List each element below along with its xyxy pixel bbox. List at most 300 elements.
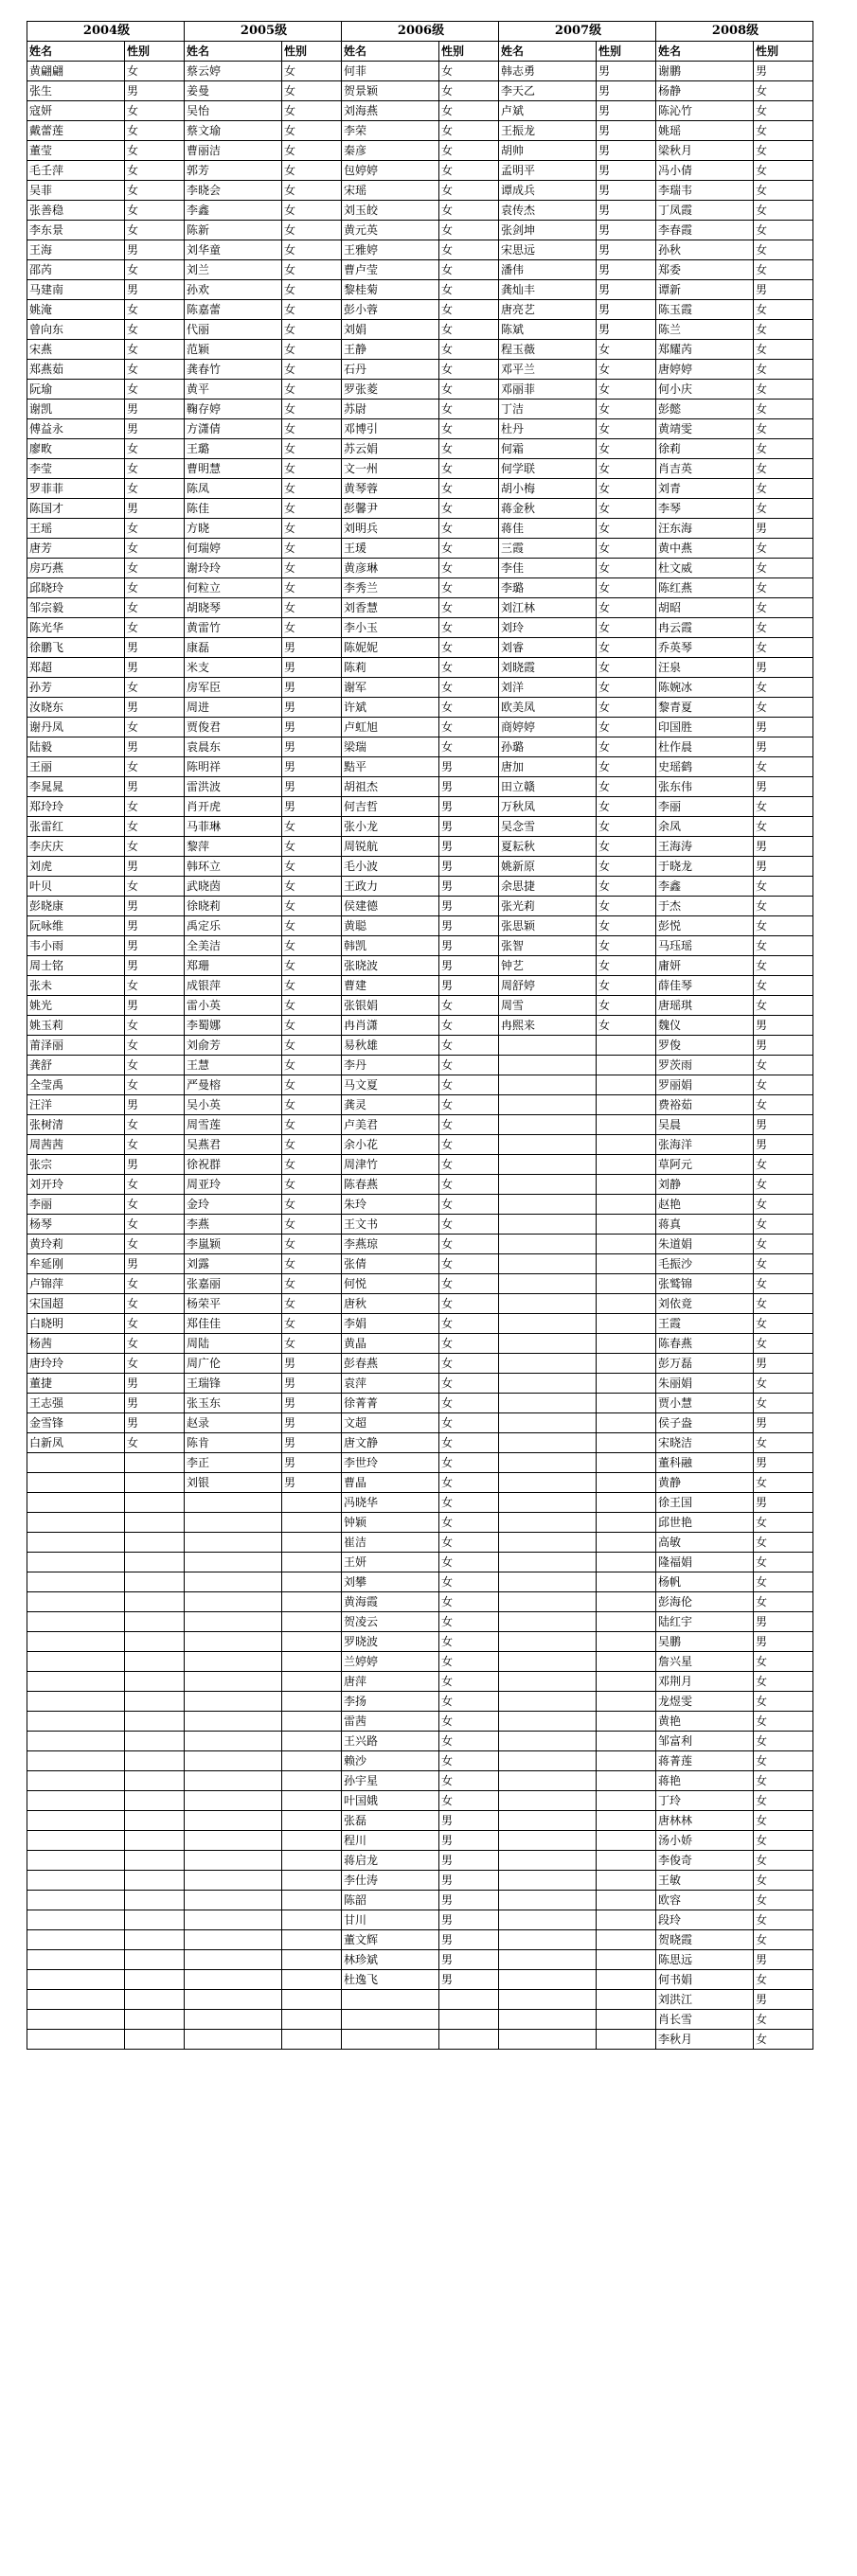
student-gender: 女 — [754, 897, 813, 916]
student-name: 侯子盎 — [656, 1413, 754, 1433]
student-gender: 女 — [282, 181, 342, 201]
student-name: 张善稳 — [27, 201, 125, 221]
table-row — [27, 936, 813, 956]
student-name: 刘江林 — [499, 598, 597, 618]
student-gender: 女 — [439, 1235, 499, 1254]
student-name: 王丽 — [27, 757, 125, 777]
student-name: 孙宇星 — [342, 1771, 439, 1791]
student-gender: 女 — [125, 1294, 185, 1314]
student-gender: 女 — [439, 1135, 499, 1155]
student-name — [499, 1572, 597, 1592]
student-name: 王璐 — [185, 439, 282, 459]
student-name: 曹卢莹 — [342, 260, 439, 280]
student-name: 丁洁 — [499, 400, 597, 419]
student-gender: 男 — [597, 181, 656, 201]
student-name: 何粒立 — [185, 578, 282, 598]
student-gender: 女 — [754, 340, 813, 360]
student-gender: 女 — [439, 718, 499, 737]
student-gender: 男 — [125, 1394, 185, 1413]
student-name: 曹晶 — [342, 1473, 439, 1493]
student-name: 郑珊 — [185, 956, 282, 976]
student-name — [27, 1950, 125, 1970]
student-gender: 男 — [439, 1910, 499, 1930]
student-name — [185, 1950, 282, 1970]
student-name: 范颖 — [185, 340, 282, 360]
student-name: 禹定乐 — [185, 916, 282, 936]
student-name: 张小龙 — [342, 817, 439, 837]
table-row — [27, 1095, 813, 1115]
student-gender: 女 — [754, 181, 813, 201]
student-gender — [282, 1791, 342, 1811]
student-name — [499, 1473, 597, 1493]
student-name: 董莹 — [27, 141, 125, 161]
student-gender: 女 — [439, 1095, 499, 1115]
student-name: 钟颖 — [342, 1513, 439, 1533]
student-name: 唐林林 — [656, 1811, 754, 1831]
student-name: 胡昭 — [656, 598, 754, 618]
student-name — [499, 1871, 597, 1891]
student-name: 詹兴星 — [656, 1652, 754, 1672]
table-row — [27, 1056, 813, 1075]
student-name: 彭春燕 — [342, 1354, 439, 1374]
student-name: 郑燕茹 — [27, 360, 125, 380]
student-name — [185, 1791, 282, 1811]
student-gender: 女 — [754, 459, 813, 479]
student-name — [27, 1553, 125, 1572]
student-name — [27, 1910, 125, 1930]
student-name — [499, 1513, 597, 1533]
name-header: 姓名 — [499, 42, 597, 62]
student-name: 雷洪波 — [185, 777, 282, 797]
student-name — [499, 1791, 597, 1811]
student-name: 黄艳 — [656, 1712, 754, 1732]
student-gender: 男 — [439, 1930, 499, 1950]
student-gender: 女 — [125, 181, 185, 201]
student-gender — [597, 1294, 656, 1314]
table-row — [27, 757, 813, 777]
student-gender: 男 — [439, 857, 499, 877]
student-gender: 女 — [439, 439, 499, 459]
student-gender: 男 — [754, 1453, 813, 1473]
student-name — [499, 1533, 597, 1553]
student-name: 崔洁 — [342, 1533, 439, 1553]
table-row — [27, 1075, 813, 1095]
student-gender: 女 — [282, 320, 342, 340]
student-name: 苏尉 — [342, 400, 439, 419]
student-gender: 女 — [282, 1235, 342, 1254]
student-name: 陈思远 — [656, 1950, 754, 1970]
student-gender: 男 — [125, 777, 185, 797]
student-gender: 女 — [282, 976, 342, 996]
student-name: 李晁晁 — [27, 777, 125, 797]
student-gender: 女 — [439, 678, 499, 698]
table-row — [27, 678, 813, 698]
student-gender — [125, 1990, 185, 2010]
student-gender — [282, 1811, 342, 1831]
student-name: 何瑞婷 — [185, 539, 282, 559]
student-gender: 女 — [754, 1791, 813, 1811]
student-gender — [439, 1990, 499, 2010]
student-name: 苏云娟 — [342, 439, 439, 459]
student-name: 段玲 — [656, 1910, 754, 1930]
student-name: 朱道娟 — [656, 1235, 754, 1254]
student-gender — [125, 1811, 185, 1831]
student-gender: 女 — [282, 916, 342, 936]
student-name: 王瑶 — [27, 519, 125, 539]
student-gender — [597, 1612, 656, 1632]
student-gender: 女 — [282, 221, 342, 240]
student-gender: 男 — [754, 718, 813, 737]
student-name: 徐晓莉 — [185, 897, 282, 916]
student-name: 杨荣平 — [185, 1294, 282, 1314]
student-gender — [125, 1751, 185, 1771]
student-name: 陆红宇 — [656, 1612, 754, 1632]
student-gender: 女 — [439, 1254, 499, 1274]
student-name: 王志强 — [27, 1394, 125, 1413]
student-gender: 女 — [125, 757, 185, 777]
student-name: 马文夏 — [342, 1075, 439, 1095]
student-name — [499, 1235, 597, 1254]
student-gender: 男 — [754, 1354, 813, 1374]
student-gender — [597, 1394, 656, 1413]
student-gender: 女 — [754, 2030, 813, 2050]
student-name: 刘晓霞 — [499, 658, 597, 678]
student-gender: 女 — [597, 400, 656, 419]
student-name: 彭悦 — [656, 916, 754, 936]
student-gender: 女 — [282, 519, 342, 539]
student-gender — [282, 1652, 342, 1672]
student-gender — [597, 1632, 656, 1652]
student-name: 汪洋 — [27, 1095, 125, 1115]
student-name — [27, 1513, 125, 1533]
name-header: 姓名 — [27, 42, 125, 62]
student-gender: 女 — [282, 161, 342, 181]
student-gender: 女 — [282, 897, 342, 916]
table-row — [27, 638, 813, 658]
student-name: 姚瑶 — [656, 121, 754, 141]
student-name: 傅益永 — [27, 419, 125, 439]
student-gender — [597, 1592, 656, 1612]
student-gender: 女 — [125, 976, 185, 996]
student-name: 陈肯 — [185, 1433, 282, 1453]
student-name: 何吉哲 — [342, 797, 439, 817]
student-name: 欧美凤 — [499, 698, 597, 718]
student-gender: 女 — [125, 1274, 185, 1294]
student-name: 卢虹旭 — [342, 718, 439, 737]
student-name: 李娟 — [342, 1314, 439, 1334]
student-gender: 男 — [439, 1831, 499, 1851]
student-gender: 女 — [754, 1215, 813, 1235]
student-name: 李丹 — [342, 1056, 439, 1075]
student-name: 乔英琴 — [656, 638, 754, 658]
student-gender — [125, 1930, 185, 1950]
student-name: 黄晶 — [342, 1334, 439, 1354]
student-gender: 女 — [754, 1294, 813, 1314]
name-header: 姓名 — [656, 42, 754, 62]
student-gender — [597, 1354, 656, 1374]
student-name — [27, 1493, 125, 1513]
student-gender — [282, 1831, 342, 1851]
student-gender: 男 — [439, 1950, 499, 1970]
student-name: 龚灵 — [342, 1095, 439, 1115]
student-name: 吴晨 — [656, 1115, 754, 1135]
student-gender — [439, 2030, 499, 2050]
student-name — [27, 1692, 125, 1712]
student-gender: 女 — [282, 300, 342, 320]
student-gender: 女 — [439, 1394, 499, 1413]
student-name: 蒋菁莲 — [656, 1751, 754, 1771]
student-gender: 女 — [282, 1254, 342, 1274]
student-gender: 男 — [754, 1493, 813, 1513]
student-gender: 女 — [597, 678, 656, 698]
student-gender: 女 — [439, 1732, 499, 1751]
student-gender: 女 — [282, 62, 342, 81]
student-name — [185, 1990, 282, 2010]
student-name: 宋燕 — [27, 340, 125, 360]
student-name: 赵录 — [185, 1413, 282, 1433]
student-name — [27, 1811, 125, 1831]
student-gender: 女 — [754, 757, 813, 777]
student-name: 何学联 — [499, 459, 597, 479]
student-name: 毛小波 — [342, 857, 439, 877]
table-row — [27, 1771, 813, 1791]
table-row — [27, 1970, 813, 1990]
student-gender: 女 — [282, 618, 342, 638]
student-name — [499, 1831, 597, 1851]
student-name: 韦小雨 — [27, 936, 125, 956]
student-gender — [282, 1553, 342, 1572]
student-gender: 女 — [282, 578, 342, 598]
student-name — [27, 1831, 125, 1851]
student-name: 唐婷婷 — [656, 360, 754, 380]
student-gender: 女 — [125, 300, 185, 320]
student-gender: 女 — [125, 797, 185, 817]
student-name: 黎萍 — [185, 837, 282, 857]
table-row — [27, 1692, 813, 1712]
student-gender: 女 — [439, 280, 499, 300]
student-gender: 男 — [125, 916, 185, 936]
table-row — [27, 539, 813, 559]
student-gender — [597, 2010, 656, 2030]
student-name: 侯建德 — [342, 897, 439, 916]
student-gender: 女 — [125, 101, 185, 121]
student-name: 叶贝 — [27, 877, 125, 897]
student-gender: 男 — [282, 638, 342, 658]
student-name — [27, 1732, 125, 1751]
student-name: 谢军 — [342, 678, 439, 698]
table-row — [27, 1553, 813, 1572]
student-name: 康磊 — [185, 638, 282, 658]
student-gender: 女 — [754, 578, 813, 598]
student-gender: 男 — [439, 976, 499, 996]
student-name — [185, 1672, 282, 1692]
student-gender: 女 — [439, 1314, 499, 1334]
student-gender: 女 — [754, 320, 813, 340]
student-gender: 女 — [597, 479, 656, 499]
student-name — [27, 1612, 125, 1632]
student-gender: 男 — [125, 1374, 185, 1394]
student-name: 李扬 — [342, 1692, 439, 1712]
table-row — [27, 1632, 813, 1652]
student-name: 田立赣 — [499, 777, 597, 797]
student-name: 李丽 — [27, 1195, 125, 1215]
table-row — [27, 1791, 813, 1811]
student-gender — [597, 1314, 656, 1334]
table-row — [27, 419, 813, 439]
table-row — [27, 1572, 813, 1592]
student-gender — [282, 1891, 342, 1910]
student-name: 韩志勇 — [499, 62, 597, 81]
student-name — [499, 1433, 597, 1453]
student-gender: 女 — [282, 1314, 342, 1334]
student-name: 王妍 — [342, 1553, 439, 1572]
student-gender: 女 — [754, 996, 813, 1016]
student-gender: 男 — [125, 658, 185, 678]
student-name: 夏耘秋 — [499, 837, 597, 857]
student-name — [27, 1990, 125, 2010]
table-row — [27, 439, 813, 459]
student-name: 谭新 — [656, 280, 754, 300]
student-gender: 女 — [125, 320, 185, 340]
student-name: 谢玲玲 — [185, 559, 282, 578]
student-name: 草阿元 — [656, 1155, 754, 1175]
student-name — [27, 1533, 125, 1553]
table-row — [27, 559, 813, 578]
student-gender: 女 — [597, 976, 656, 996]
student-name — [185, 1851, 282, 1871]
student-gender: 女 — [125, 1016, 185, 1036]
table-row — [27, 1195, 813, 1215]
student-gender — [597, 1254, 656, 1274]
student-gender: 女 — [597, 499, 656, 519]
student-gender: 女 — [439, 1632, 499, 1652]
table-row — [27, 1354, 813, 1374]
student-name: 宋国超 — [27, 1294, 125, 1314]
student-name: 程玉薇 — [499, 340, 597, 360]
table-row — [27, 877, 813, 897]
student-gender — [282, 1592, 342, 1612]
student-name — [499, 2030, 597, 2050]
student-gender: 女 — [754, 638, 813, 658]
student-name: 刘虎 — [27, 857, 125, 877]
student-gender: 女 — [282, 1016, 342, 1036]
student-gender: 女 — [282, 121, 342, 141]
student-gender: 女 — [754, 1891, 813, 1910]
student-name: 唐加 — [499, 757, 597, 777]
table-row — [27, 1493, 813, 1513]
student-name: 黎青夏 — [656, 698, 754, 718]
student-name: 郑委 — [656, 260, 754, 280]
student-name: 何书娟 — [656, 1970, 754, 1990]
student-name: 吴菲 — [27, 181, 125, 201]
name-header: 姓名 — [185, 42, 282, 62]
table-row — [27, 1851, 813, 1871]
student-gender — [282, 1771, 342, 1791]
table-row — [27, 141, 813, 161]
table-row — [27, 1394, 813, 1413]
table-row — [27, 1652, 813, 1672]
student-name: 卢斌 — [499, 101, 597, 121]
student-name: 赖沙 — [342, 1751, 439, 1771]
student-gender — [125, 1732, 185, 1751]
student-name — [27, 1891, 125, 1910]
student-gender: 男 — [597, 121, 656, 141]
student-gender — [597, 1135, 656, 1155]
table-row — [27, 1254, 813, 1274]
student-name: 陈莉 — [342, 658, 439, 678]
student-name: 杨帆 — [656, 1572, 754, 1592]
student-gender — [597, 1036, 656, 1056]
student-name — [185, 1513, 282, 1533]
student-name — [499, 1413, 597, 1433]
student-name: 陈婉冰 — [656, 678, 754, 698]
student-gender: 女 — [754, 81, 813, 101]
student-name: 黄静 — [656, 1473, 754, 1493]
student-name — [27, 1851, 125, 1871]
student-gender: 女 — [125, 1235, 185, 1254]
student-name: 彭万磊 — [656, 1354, 754, 1374]
student-name: 周舒婷 — [499, 976, 597, 996]
student-name: 黄聪 — [342, 916, 439, 936]
student-name: 刘开玲 — [27, 1175, 125, 1195]
student-name: 高敏 — [656, 1533, 754, 1553]
student-gender: 女 — [439, 1294, 499, 1314]
student-name: 周陆 — [185, 1334, 282, 1354]
student-gender: 女 — [597, 698, 656, 718]
student-name: 徐王国 — [656, 1493, 754, 1513]
table-row — [27, 479, 813, 499]
student-gender: 女 — [439, 539, 499, 559]
student-gender: 男 — [439, 1871, 499, 1891]
student-name — [27, 2010, 125, 2030]
table-row — [27, 1274, 813, 1294]
student-name — [499, 1930, 597, 1950]
student-gender: 女 — [282, 1115, 342, 1135]
student-name: 冯小倩 — [656, 161, 754, 181]
student-name: 周锐航 — [342, 837, 439, 857]
student-gender: 女 — [125, 1433, 185, 1453]
student-gender: 女 — [754, 618, 813, 638]
student-gender: 女 — [597, 936, 656, 956]
student-name: 蒋佳 — [499, 519, 597, 539]
student-gender: 女 — [439, 1433, 499, 1453]
student-name: 李丽 — [656, 797, 754, 817]
student-name: 唐瑶琪 — [656, 996, 754, 1016]
student-gender — [282, 1712, 342, 1732]
student-gender: 男 — [754, 1115, 813, 1135]
student-gender — [597, 1473, 656, 1493]
student-name: 陈嘉蕾 — [185, 300, 282, 320]
student-gender: 女 — [597, 638, 656, 658]
student-name: 刘银 — [185, 1473, 282, 1493]
student-name — [499, 1751, 597, 1771]
table-row — [27, 181, 813, 201]
student-name — [499, 1195, 597, 1215]
student-gender: 女 — [439, 658, 499, 678]
table-row — [27, 221, 813, 240]
student-gender: 男 — [439, 1851, 499, 1871]
student-gender: 女 — [597, 419, 656, 439]
student-name: 曹明慧 — [185, 459, 282, 479]
student-gender: 女 — [754, 1851, 813, 1871]
student-gender: 男 — [439, 797, 499, 817]
student-name: 刘露 — [185, 1254, 282, 1274]
grade-title-2004: 2004级 — [27, 22, 185, 42]
student-name: 代丽 — [185, 320, 282, 340]
student-name: 杨琴 — [27, 1215, 125, 1235]
student-gender: 女 — [439, 340, 499, 360]
student-gender — [125, 1970, 185, 1990]
